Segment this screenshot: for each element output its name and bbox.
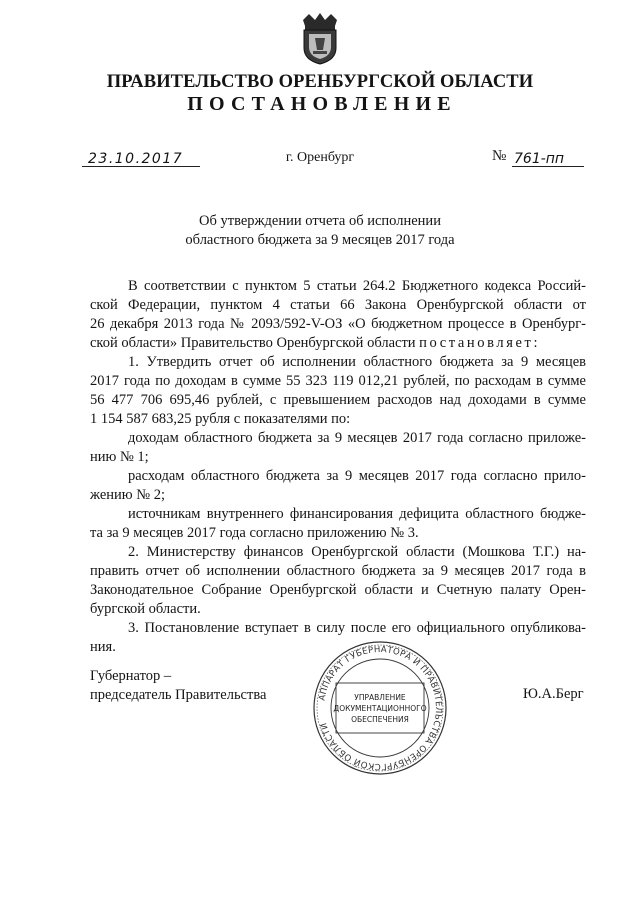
government-title: ПРАВИТЕЛЬСТВО ОРЕНБУРГСКОЙ ОБЛАСТИ [106,72,534,92]
body-line: править отчет об исполнении областного бюджета за 9 месяцев 2017 года в [90,563,586,579]
body-text-spaced: постановляет: [419,335,541,351]
number-label: № [492,148,507,164]
document-subject [0,212,640,250]
body-line: нию № 1; [90,449,149,465]
body-line: 3. Постановление вступает в силу после его официального опубликова- [128,620,586,636]
body-line: ской Федерации, пунктом 4 статьи 66 Закона Оренбургской области от [90,297,586,313]
document-number: 761-пп [512,151,584,167]
signatory-name: Ю.А.Берг [523,686,584,702]
body-line [90,334,586,353]
signatory-title-line: председатель Правительства [90,687,267,703]
body-line: В соответствии с пунктом 5 статьи 264.2 Бюджетного кодекса Россий- [128,278,586,294]
stamp-center-text: ДОКУМЕНТАЦИОННОГО [333,704,427,713]
body-line: 2. Министерству финансов Оренбургской области (Мошкова Т.Г.) на- [128,544,586,560]
signatory-title [90,667,266,705]
document-type: ПОСТАНОВЛЕНИЕ [187,93,457,115]
body-line: 1 154 587 683,25 рубля с показателями по: [90,411,351,427]
body-line: 1. Утвердить отчет об исполнении областного бюджета за 9 месяцев [128,354,586,370]
official-stamp [312,640,448,776]
body-line: 2017 года по доходам в сумме 55 323 119 012,21 рублей, по расходам в сумме [90,373,586,389]
body-line: та за 9 месяцев 2017 года согласно приложению № 3. [90,525,419,541]
body-line: 26 декабря 2013 года № 2093/592-V-ОЗ «О бюджетном процессе в Оренбург- [90,316,586,332]
subject-line: Об утверждении отчета об исполнении [199,213,441,229]
body-line: 56 477 706 695,46 рублей, с превышением расходов над доходами в сумме [90,392,586,408]
body-line: жению № 2; [90,487,165,503]
stamp-ring-text: АППАРАТ ГУБЕРНАТОРА И ПРАВИТЕЛЬСТВА ОРЕНБУРГСКОЙ ОБЛАСТИ [317,644,444,772]
body-line: источникам внутреннего финансирования дефицита областного бюдже- [128,506,586,522]
stamp-center-text: УПРАВЛЕНИЕ [354,693,406,702]
body-line: ния. [90,639,116,655]
subject-line: областного бюджета за 9 месяцев 2017 года [185,232,455,248]
coat-of-arms-icon [295,10,345,66]
stamp-center-text: ОБЕСПЕЧЕНИЯ [351,715,409,724]
document-city: г. Оренбург [285,150,355,165]
body-text: ской области» Правительство Оренбургской области [90,335,420,351]
body-line: доходам областного бюджета за 9 месяцев 2017 года согласно приложе- [128,430,586,446]
body-line: бургской области. [90,601,201,617]
document-body [90,277,586,657]
signatory-title-line: Губернатор – [90,668,172,684]
body-line: Законодательное Собрание Оренбургской области и Счетную палату Орен- [90,582,586,598]
document-date: 23.10.2017 [82,151,200,167]
body-line: расходам областного бюджета за 9 месяцев 2017 года согласно прило- [128,468,586,484]
